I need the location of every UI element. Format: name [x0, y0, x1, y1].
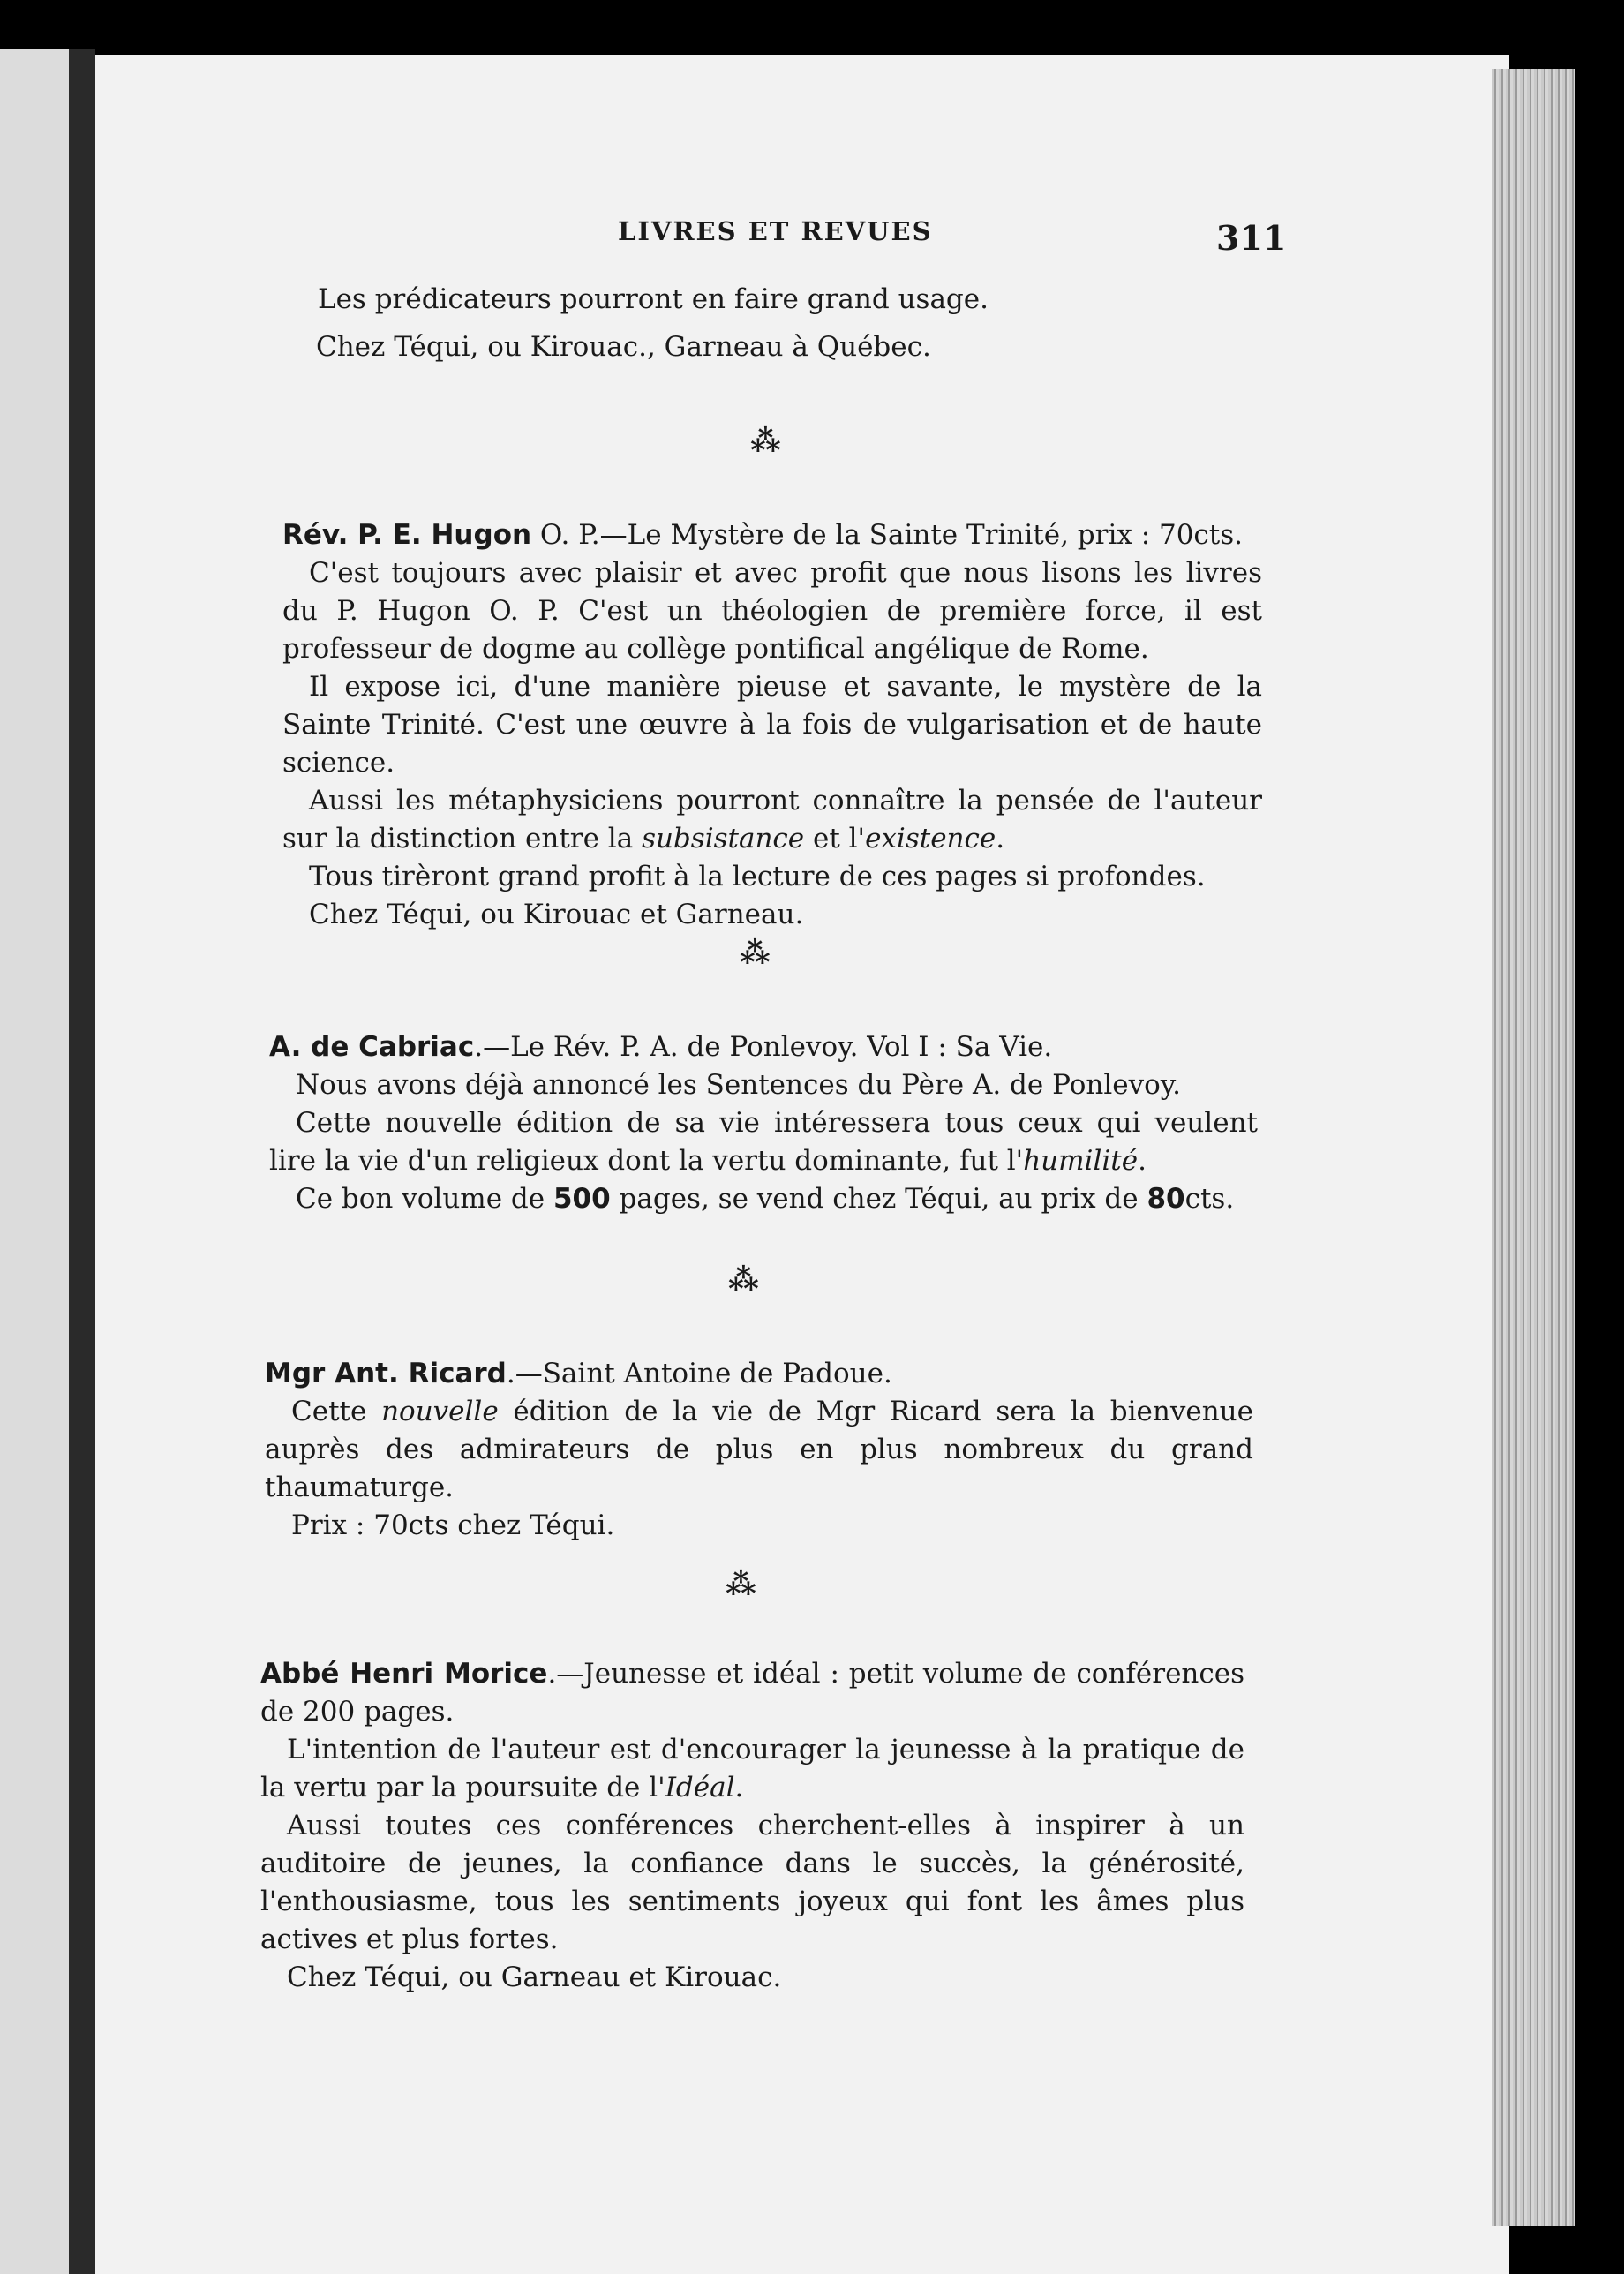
review-paragraph: Ce bon volume de 500 pages, se vend chez Téqui, au prix de 80cts. — [296, 1183, 1235, 1215]
asterism: ⁂ — [740, 936, 771, 971]
review-paragraph: Aussi toutes ces conférences cherchent-elles à inspirer à un auditoire de jeunes, la confiance dans le succès, la générosité, l'enthousiasme, tous les sentiments joyeux qui font les âmes plus actives et plus fortes. — [260, 1810, 1244, 1955]
review-title: O. P.—Le Mystère de la Sainte Trinité, prix : 70cts. — [531, 519, 1244, 551]
review-entry — [260, 1655, 1244, 1997]
review-paragraph: Cette nouvelle édition de la vie de Mgr Ricard sera la bienvenue auprès des admirateurs de plus en plus nombreux du grand thaumaturge. — [265, 1396, 1253, 1503]
intro-line: Les prédicateurs pourront en faire grand usage. — [318, 283, 989, 315]
review-author: A. de Cabriac — [269, 1031, 475, 1063]
asterism: ⁂ — [728, 1262, 759, 1298]
review-title: .—Le Rév. P. A. de Ponlevoy. Vol I : Sa Vie. — [474, 1031, 1053, 1063]
running-head: LIVRES ET REVUES — [618, 216, 933, 246]
asterism: ⁂ — [750, 424, 781, 459]
review-paragraph: Chez Téqui, ou Garneau et Kirouac. — [287, 1962, 782, 1993]
review-paragraph: Cette nouvelle édition de sa vie intéressera tous ceux qui veulent lire la vie d'un religieux dont la vertu dominante, fut l'humilité. — [269, 1107, 1258, 1177]
review-paragraph: Prix : 70cts chez Téqui. — [291, 1510, 615, 1541]
review-entry — [269, 1028, 1258, 1218]
page-number: 311 — [1216, 218, 1287, 258]
review-paragraph: Aussi les métaphysiciens pourront connaître la pensée de l'auteur sur la distinction entre la subsistance et l'existence. — [282, 785, 1262, 855]
review-paragraph: Tous tirèront grand profit à la lecture de ces pages si profondes. — [309, 861, 1206, 892]
review-paragraph: C'est toujours avec plaisir et avec profit que nous lisons les livres du P. Hugon O. P. C'est un théologien de première force, il est professeur de dogme au collège pontifical angélique de Rome. — [282, 557, 1262, 665]
review-author: Rév. P. E. Hugon — [282, 519, 532, 551]
review-author: Mgr Ant. Ricard — [265, 1358, 507, 1389]
review-entry — [282, 516, 1262, 934]
review-author: Abbé Henri Morice — [260, 1658, 548, 1690]
intro-line: Chez Téqui, ou Kirouac., Garneau à Québec. — [316, 331, 931, 363]
asterism: ⁂ — [726, 1567, 756, 1602]
review-title: .—Saint Antoine de Padoue. — [506, 1358, 892, 1389]
review-entry — [265, 1355, 1253, 1545]
review-paragraph: L'intention de l'auteur est d'encourager la jeunesse à la pratique de la vertu par la poursuite de l'Idéal. — [260, 1734, 1244, 1803]
review-paragraph: Il expose ici, d'une manière pieuse et savante, le mystère de la Sainte Trinité. C'est une œuvre à la fois de vulgarisation et de haute science. — [282, 671, 1262, 779]
review-paragraph: Chez Téqui, ou Kirouac et Garneau. — [309, 899, 804, 930]
previous-page-edge — [0, 49, 69, 2274]
book-spine — [69, 49, 95, 2274]
review-title: .—Jeunesse et idéal : petit volume de conférences de 200 pages. — [260, 1658, 1244, 1728]
review-paragraph: Nous avons déjà annoncé les Sentences du Père A. de Ponlevoy. — [296, 1069, 1182, 1101]
page-edges — [1492, 69, 1575, 2226]
